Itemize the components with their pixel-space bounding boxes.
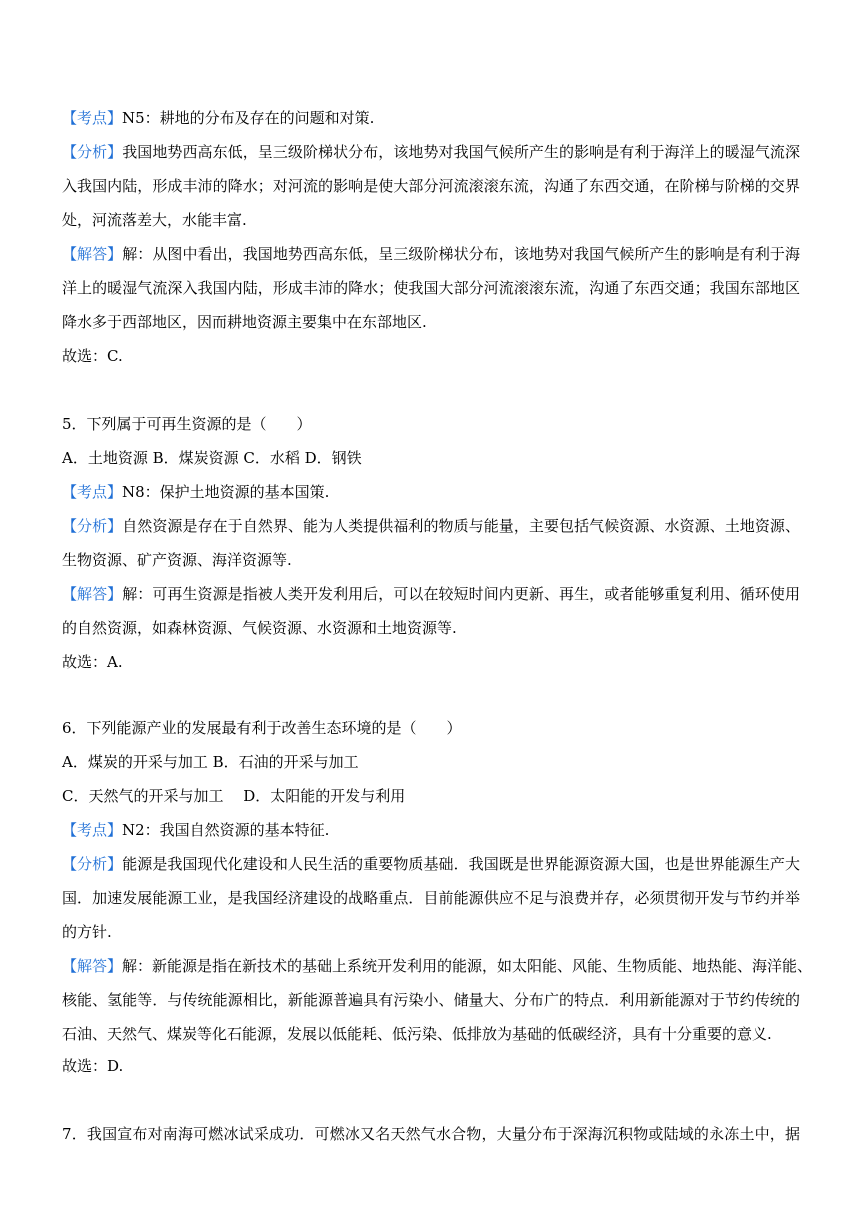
jieda-text: 解：从图中看出，我国地势西高东低，呈三级阶梯状分布，该地势对我国气候所产生的影响是有利于海 (122, 245, 800, 263)
jieda-tag: 【解答】 (62, 585, 123, 603)
q6-jieda-line-3: 石油、天然气、煤炭等化石能源，发展以低能耗、低污染、低排放为基础的低碳经济，具有十分重要的意义. (62, 1025, 772, 1043)
fenxi-tag: 【分析】 (62, 517, 123, 535)
q6-question: 6．下列能源产业的发展最有利于改善生态环境的是（ ） (62, 719, 462, 737)
q5-jieda-line-1 (62, 582, 800, 606)
q5-fenxi-line-1 (62, 514, 800, 538)
q7-question-line-1: 7．我国宣布对南海可燃冰试采成功．可燃冰又名天然气水合物，大量分布于深海沉积物或陆域的永冻土中，据 (62, 1125, 800, 1143)
q4-fenxi-line-3: 处，河流落差大，水能丰富. (62, 211, 247, 229)
q6-fenxi-line-1 (62, 852, 800, 876)
q5-answer: 故选：A. (62, 653, 123, 671)
kaodian-text: N8：保护土地资源的基本国策. (122, 483, 330, 501)
q5-question: 5．下列属于可再生资源的是（ ） (62, 415, 312, 433)
q5-fenxi-line-2: 生物资源、矿产资源、海洋资源等. (62, 551, 292, 569)
q6-kaodian-line (62, 818, 800, 842)
q4-answer: 故选：C. (62, 347, 123, 365)
fenxi-tag: 【分析】 (62, 855, 123, 873)
fenxi-tag: 【分析】 (62, 143, 123, 161)
q4-jieda-line-3: 降水多于西部地区，因而耕地资源主要集中在东部地区. (62, 313, 427, 331)
q6-options-line-2: C．天然气的开采与加工 D．太阳能的开发与利用 (62, 787, 406, 805)
q4-kaodian-line (62, 106, 800, 130)
kaodian-tag: 【考点】 (62, 483, 123, 501)
q6-jieda-line-2: 核能、氢能等．与传统能源相比，新能源普遍具有污染小、储量大、分布广的特点．利用新能源对于节约传统的 (62, 991, 800, 1009)
q6-options-line-1: A．煤炭的开采与加工 B．石油的开采与加工 (62, 753, 359, 771)
q6-jieda-line-1 (62, 954, 813, 978)
fenxi-text: 我国地势西高东低，呈三级阶梯状分布，该地势对我国气候所产生的影响是有利于海洋上的暖湿气流深 (122, 143, 800, 161)
q4-fenxi-line-2: 入我国内陆，形成丰沛的降水；对河流的影响是使大部分河流滚滚东流，沟通了东西交通，在阶梯与阶梯的交界 (62, 177, 800, 195)
jieda-text: 解：新能源是指在新技术的基础上系统开发利用的能源，如太阳能、风能、生物质能、地热能、海洋能、 (122, 957, 813, 975)
kaodian-tag: 【考点】 (62, 821, 123, 839)
q5-kaodian-line (62, 480, 800, 504)
kaodian-text: N2：我国自然资源的基本特征. (122, 821, 330, 839)
q6-fenxi-line-3: 的方针. (62, 923, 112, 941)
q5-options: A．土地资源 B．煤炭资源 C．水稻 D．钢铁 (62, 449, 362, 467)
q5-jieda-line-2: 的自然资源，如森林资源、气候资源、水资源和土地资源等. (62, 619, 457, 637)
q6-fenxi-line-2: 国．加速发展能源工业，是我国经济建设的战略重点．目前能源供应不足与浪费并存，必须贯彻开发与节约并举 (62, 889, 800, 907)
q4-fenxi-line-1 (62, 140, 800, 164)
jieda-text: 解：可再生资源是指被人类开发利用后，可以在较短时间内更新、再生，或者能够重复利用、循环使用 (122, 585, 800, 603)
fenxi-text: 自然资源是存在于自然界、能为人类提供福利的物质与能量，主要包括气候资源、水资源、土地资源、 (122, 517, 800, 535)
jieda-tag: 【解答】 (62, 245, 123, 263)
q6-answer: 故选：D. (62, 1057, 124, 1075)
jieda-tag: 【解答】 (62, 957, 123, 975)
q4-jieda-line-1 (62, 242, 800, 266)
fenxi-text: 能源是我国现代化建设和人民生活的重要物质基础．我国既是世界能源资源大国，也是世界能源生产大 (122, 855, 800, 873)
q4-jieda-line-2: 洋上的暖湿气流深入我国内陆，形成丰沛的降水；使我国大部分河流滚滚东流，沟通了东西交通；我国东部地区 (62, 279, 800, 297)
kaodian-text: N5：耕地的分布及存在的问题和对策. (122, 109, 375, 127)
kaodian-tag: 【考点】 (62, 109, 123, 127)
